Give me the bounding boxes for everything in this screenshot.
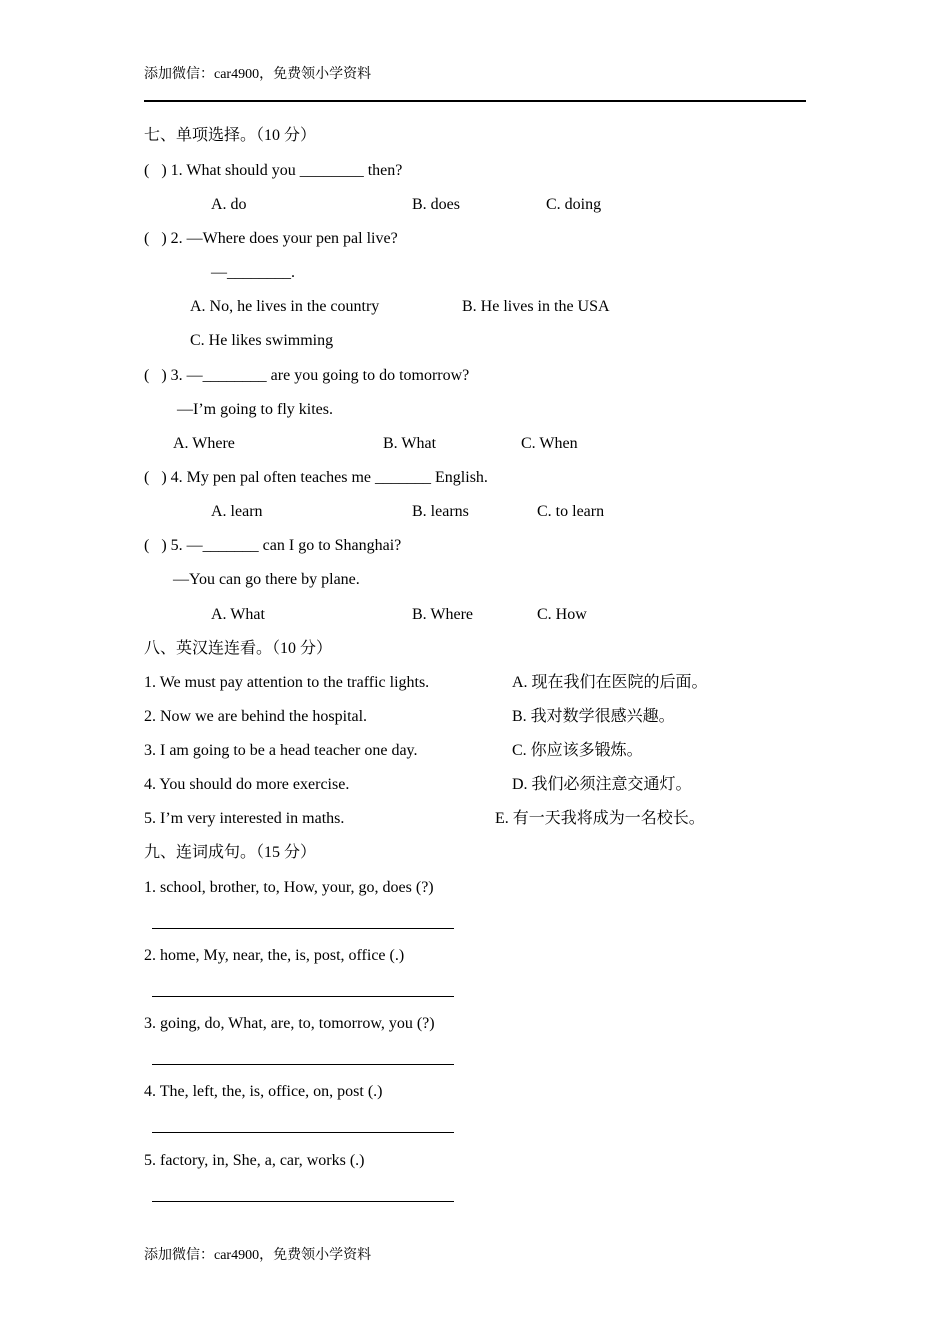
sentence-item: 5. factory, in, She, a, car, works (.) (144, 1152, 365, 1169)
sentence-item: 4. The, left, the, is, office, on, post (.) (144, 1083, 383, 1100)
question-3-option-b: B. What (383, 435, 437, 452)
match-right-item: D. 我们必须注意交通灯。 (512, 776, 692, 793)
question-5-option-a: A. What (211, 606, 265, 623)
answer-line (152, 1201, 454, 1202)
match-right-item: B. 我对数学很感兴趣。 (512, 708, 675, 725)
question-2-option-b: B. He lives in the USA (462, 298, 610, 315)
question-5-reply: —You can go there by plane. (173, 571, 360, 588)
match-right-item: C. 你应该多锻炼。 (512, 742, 643, 759)
match-left-item: 4. You should do more exercise. (144, 776, 350, 793)
section-8-title: 八、英汉连连看。（10 分） (144, 640, 333, 657)
question-1-stem: ( ) 1. What should you ________ then? (144, 162, 403, 179)
question-2-stem: ( ) 2. —Where does your pen pal live? (144, 230, 398, 247)
section-7-title: 七、单项选择。（10 分） (144, 127, 317, 144)
question-1-option-b: B. does (412, 196, 460, 213)
section-9-title: 九、连词成句。（15 分） (144, 844, 317, 861)
answer-line (152, 928, 454, 929)
question-1-option-a: A. do (211, 196, 247, 213)
question-4-option-b: B. learns (412, 503, 469, 520)
answer-line (152, 996, 454, 997)
question-4-option-a: A. learn (211, 503, 263, 520)
question-3-option-a: A. Where (173, 435, 235, 452)
match-left-item: 3. I am going to be a head teacher one day. (144, 742, 418, 759)
answer-line (152, 1064, 454, 1065)
question-1-option-c: C. doing (546, 196, 602, 213)
match-left-item: 5. I’m very interested in maths. (144, 810, 345, 827)
question-3-stem: ( ) 3. —________ are you going to do tomorrow? (144, 367, 470, 384)
question-3-reply: —I’m going to fly kites. (177, 401, 333, 418)
sentence-item: 3. going, do, What, are, to, tomorrow, you (?) (144, 1015, 435, 1032)
question-4-stem: ( ) 4. My pen pal often teaches me _______ English. (144, 469, 488, 486)
question-3-option-c: C. When (521, 435, 578, 452)
match-right-item: E. 有一天我将成为一名校长。 (495, 810, 705, 827)
header-rule (144, 100, 806, 102)
page-footer: 添加微信：car4900，免费领小学资料 (144, 1248, 372, 1263)
question-5-stem: ( ) 5. —_______ can I go to Shanghai? (144, 537, 402, 554)
match-left-item: 2. Now we are behind the hospital. (144, 708, 368, 725)
answer-line (152, 1132, 454, 1133)
sentence-item: 2. home, My, near, the, is, post, office (.) (144, 947, 405, 964)
question-5-option-c: C. How (537, 606, 587, 623)
question-4-option-c: C. to learn (537, 503, 605, 520)
sentence-item: 1. school, brother, to, How, your, go, does (?) (144, 879, 434, 896)
question-2-option-a: A. No, he lives in the country (190, 298, 380, 315)
question-2-reply: —________. (211, 264, 295, 281)
match-right-item: A. 现在我们在医院的后面。 (512, 674, 708, 691)
question-5-option-b: B. Where (412, 606, 474, 623)
page-header: 添加微信：car4900，免费领小学资料 (144, 67, 372, 82)
question-2-option-c: C. He likes swimming (190, 332, 334, 349)
match-left-item: 1. We must pay attention to the traffic lights. (144, 674, 430, 691)
